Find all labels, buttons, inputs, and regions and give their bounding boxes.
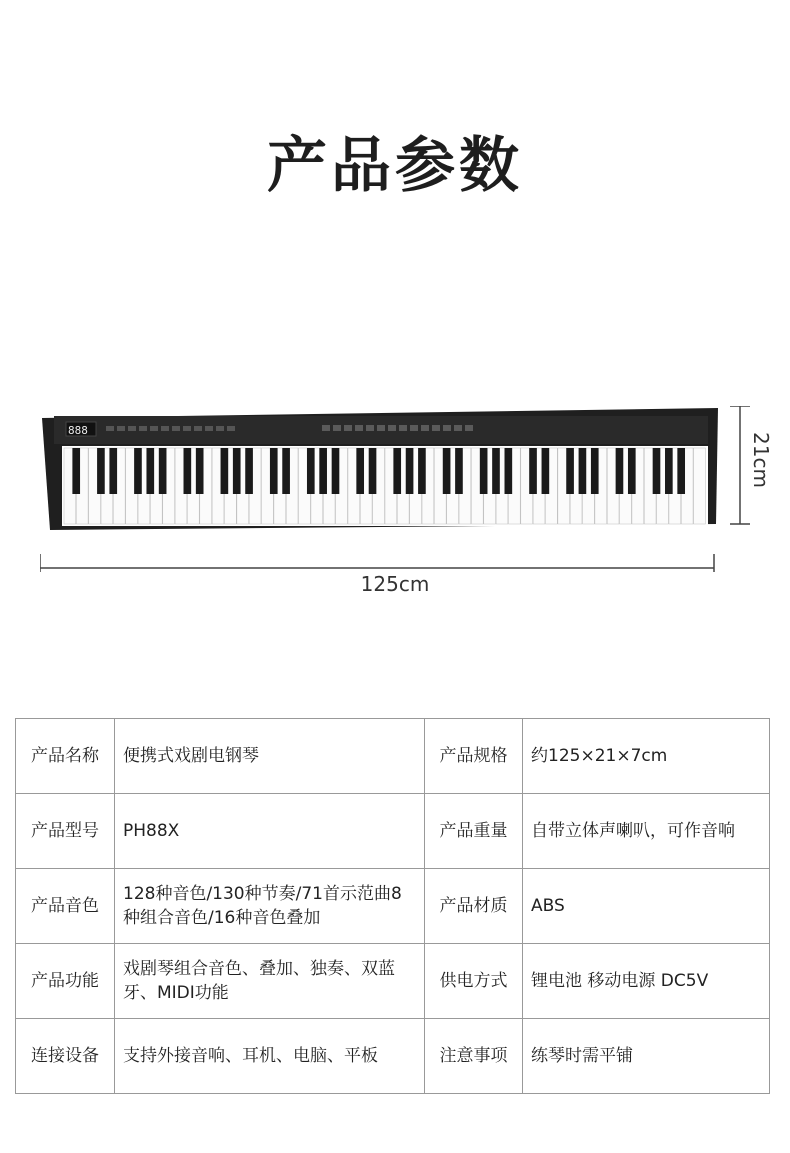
panel-button (465, 425, 473, 431)
black-key (245, 448, 253, 494)
panel-button (106, 426, 114, 431)
black-key (628, 448, 636, 494)
spec-label: 连接设备 (16, 1019, 115, 1094)
black-key (221, 448, 229, 494)
black-key (665, 448, 673, 494)
black-key (443, 448, 451, 494)
panel-button (194, 426, 202, 431)
black-key (579, 448, 587, 494)
black-key (529, 448, 537, 494)
panel-button (183, 426, 191, 431)
black-key (542, 448, 550, 494)
height-label: 21cm (749, 432, 773, 488)
panel-button (333, 425, 341, 431)
black-key (159, 448, 167, 494)
spec-label: 供电方式 (425, 944, 523, 1019)
black-key (282, 448, 290, 494)
panel-button (344, 425, 352, 431)
spec-label: 产品型号 (16, 794, 115, 869)
black-key (369, 448, 377, 494)
panel-button (399, 425, 407, 431)
black-key (356, 448, 364, 494)
panel-button (454, 425, 462, 431)
panel-button (410, 425, 418, 431)
spec-label: 产品重量 (425, 794, 523, 869)
panel-button (388, 425, 396, 431)
spec-value: 戏剧琴组合音色、叠加、独奏、双蓝牙、MIDI功能 (115, 944, 425, 1019)
panel-button (355, 425, 363, 431)
black-key (109, 448, 117, 494)
panel-button (443, 425, 451, 431)
black-key (393, 448, 401, 494)
black-key (97, 448, 105, 494)
spec-label: 注意事项 (425, 1019, 523, 1094)
panel-button (150, 426, 158, 431)
panel-button (377, 425, 385, 431)
panel-button (216, 426, 224, 431)
black-key (418, 448, 426, 494)
black-key (307, 448, 315, 494)
black-key (566, 448, 574, 494)
black-key (319, 448, 327, 494)
black-key (591, 448, 599, 494)
black-key (184, 448, 192, 494)
spec-value: 便携式戏剧电钢琴 (115, 719, 425, 794)
panel-button (366, 425, 374, 431)
panel-button (227, 426, 235, 431)
black-key (492, 448, 500, 494)
panel-button (205, 426, 213, 431)
spec-row (16, 719, 770, 794)
spec-label: 产品规格 (425, 719, 523, 794)
spec-row (16, 794, 770, 869)
black-key (146, 448, 154, 494)
spec-row (16, 1019, 770, 1094)
spec-value: 练琴时需平铺 (523, 1019, 770, 1094)
panel-button (128, 426, 136, 431)
panel-button (139, 426, 147, 431)
black-key (233, 448, 241, 494)
spec-label: 产品材质 (425, 869, 523, 944)
piano-image (40, 406, 760, 586)
black-key (72, 448, 80, 494)
panel-button (432, 425, 440, 431)
black-key (406, 448, 414, 494)
spec-table (15, 718, 770, 1094)
black-key (653, 448, 661, 494)
black-key (196, 448, 204, 494)
spec-value: 锂电池 移动电源 DC5V (523, 944, 770, 1019)
black-key (505, 448, 513, 494)
spec-value: 约125×21×7cm (523, 719, 770, 794)
white-key (694, 448, 706, 524)
spec-value: PH88X (115, 794, 425, 869)
panel-button (172, 426, 180, 431)
spec-value: 支持外接音响、耳机、电脑、平板 (115, 1019, 425, 1094)
panel-button (421, 425, 429, 431)
black-key (332, 448, 340, 494)
panel-button (161, 426, 169, 431)
black-key (677, 448, 685, 494)
black-key (616, 448, 624, 494)
panel-button (322, 425, 330, 431)
black-key (455, 448, 463, 494)
panel-button (117, 426, 125, 431)
led-display-text: 888 (68, 424, 88, 437)
spec-value: ABS (523, 869, 770, 944)
width-label: 125cm (360, 572, 430, 596)
spec-value: 128种音色/130种节奏/71首示范曲8种组合音色/16种音色叠加 (115, 869, 425, 944)
spec-row (16, 944, 770, 1019)
spec-label: 产品名称 (16, 719, 115, 794)
black-key (270, 448, 278, 494)
black-key (134, 448, 142, 494)
spec-label: 产品音色 (16, 869, 115, 944)
spec-row (16, 869, 770, 944)
spec-value: 自带立体声喇叭，可作音响 (523, 794, 770, 869)
page-title: 产品参数 (267, 131, 523, 201)
black-key (480, 448, 488, 494)
spec-label: 产品功能 (16, 944, 115, 1019)
